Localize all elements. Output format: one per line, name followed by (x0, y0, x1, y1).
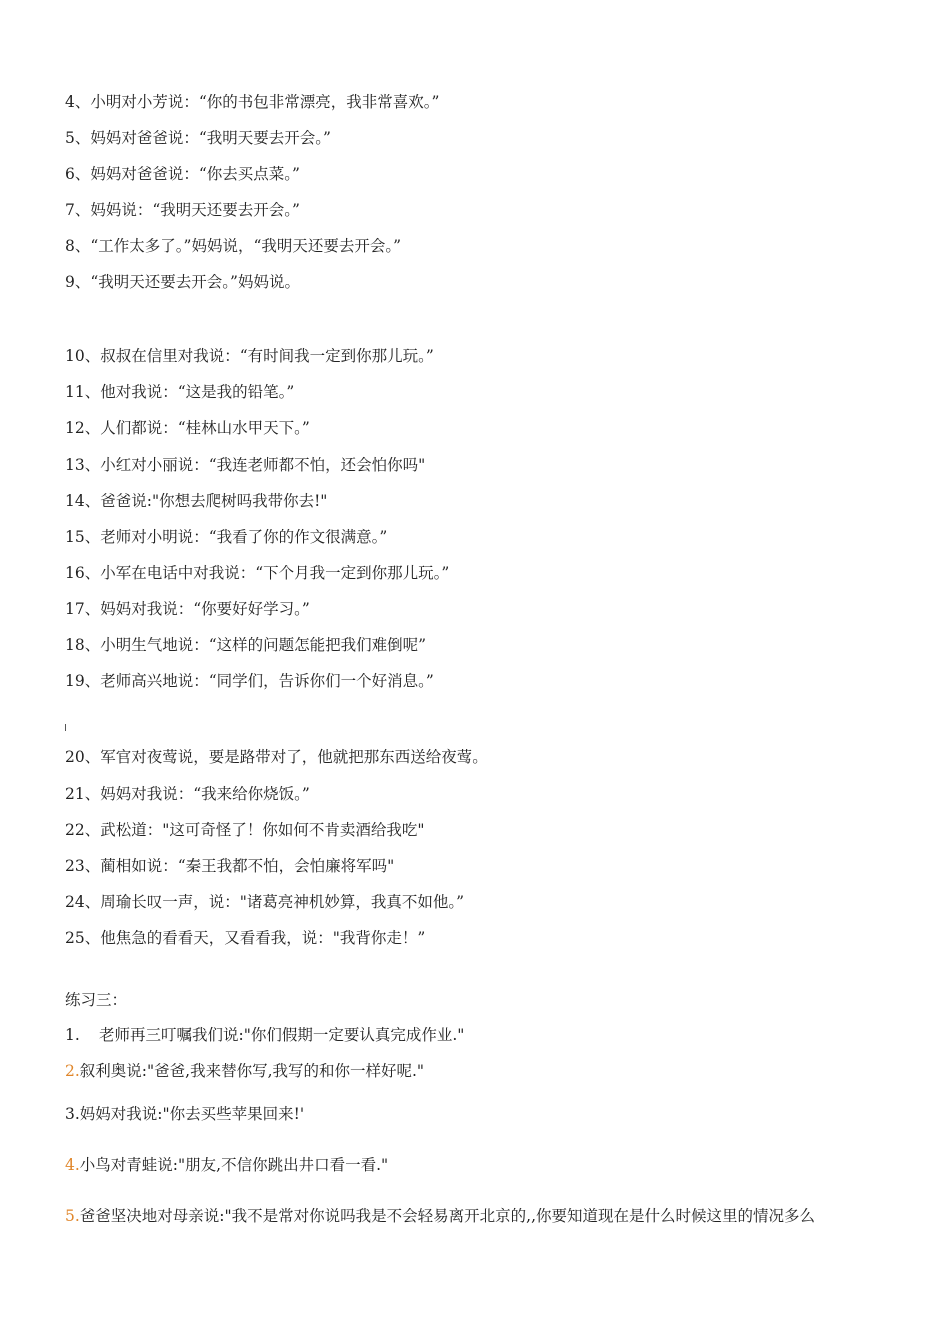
item-number: 5. (65, 1207, 80, 1225)
sentence-25: 25、他焦急的看看天，又看看我，说："我背你走！” (65, 929, 426, 947)
sentence-20: 20、军官对夜莺说，要是路带对了，他就把那东西送给夜莺。 (65, 748, 488, 766)
sentence-9: 9、“我明天还要去开会。”妈妈说。 (65, 273, 300, 291)
sentence-19: 19、老师高兴地说：“同学们，告诉你们一个好消息。” (65, 672, 434, 690)
sentence-21: 21、妈妈对我说：“我来给你烧饭。” (65, 785, 310, 803)
exercise-item-4 (65, 1155, 388, 1175)
exercise-item-2 (65, 1061, 424, 1081)
sentence-12: 12、人们都说：“桂林山水甲天下。” (65, 419, 310, 437)
sentence-4: 4、小明对小芳说：“你的书包非常漂亮，我非常喜欢。” (65, 93, 440, 111)
sentence-13: 13、小红对小丽说：“我连老师都不怕，还会怕你吗" (65, 456, 426, 474)
sentence-5: 5、妈妈对爸爸说：“我明天要去开会。” (65, 129, 331, 147)
exercise-heading: 练习三： (65, 991, 128, 1009)
sentence-6: 6、妈妈对爸爸说：“你去买点菜。” (65, 165, 300, 183)
sentence-23: 23、蔺相如说：“秦王我都不怕，会怕廉将军吗" (65, 857, 395, 875)
exercise-item-3 (65, 1104, 304, 1124)
paragraph-mark (65, 724, 66, 731)
item-text: 叙利奥说:"爸爸,我来替你写,我写的和你一样好呢." (79, 1062, 425, 1080)
sentence-24: 24、周瑜长叹一声，说："诸葛亮神机妙算，我真不如他。” (65, 893, 465, 911)
item-number: 3. (65, 1105, 80, 1123)
sentence-16: 16、小军在电话中对我说：“下个月我一定到你那儿玩。” (65, 564, 450, 582)
item-text: 妈妈对我说:"你去买些苹果回来!' (79, 1105, 305, 1123)
item-text: 老师再三叮嘱我们说:"你们假期一定要认真完成作业." (99, 1026, 465, 1044)
exercise-item-1 (65, 1025, 464, 1045)
sentence-18: 18、小明生气地说：“这样的问题怎能把我们难倒呢” (65, 636, 427, 654)
item-number: 4. (65, 1156, 80, 1174)
sentence-10: 10、叔叔在信里对我说：“有时间我一定到你那儿玩。” (65, 347, 434, 365)
item-number: 2. (65, 1062, 80, 1080)
sentence-15: 15、老师对小明说：“我看了你的作文很满意。” (65, 528, 388, 546)
item-text: 小鸟对青蛙说:"朋友,不信你跳出井口看一看." (79, 1156, 389, 1174)
item-number: 1. (65, 1026, 80, 1044)
sentence-8: 8、“工作太多了。”妈妈说，“我明天还要去开会。” (65, 237, 402, 255)
sentence-7: 7、妈妈说：“我明天还要去开会。” (65, 201, 300, 219)
item-text: 爸爸坚决地对母亲说:"我不是常对你说吗我是不会轻易离开北京的,,你要知道现在是什么时候这里的情况多么 (79, 1207, 816, 1225)
exercise-item-5 (65, 1206, 815, 1226)
sentence-22: 22、武松道："这可奇怪了！你如何不肯卖酒给我吃" (65, 821, 425, 839)
sentence-14: 14、爸爸说:"你想去爬树吗我带你去!" (65, 492, 328, 510)
sentence-17: 17、妈妈对我说：“你要好好学习。” (65, 600, 310, 618)
sentence-11: 11、他对我说：“这是我的铅笔。” (65, 383, 295, 401)
